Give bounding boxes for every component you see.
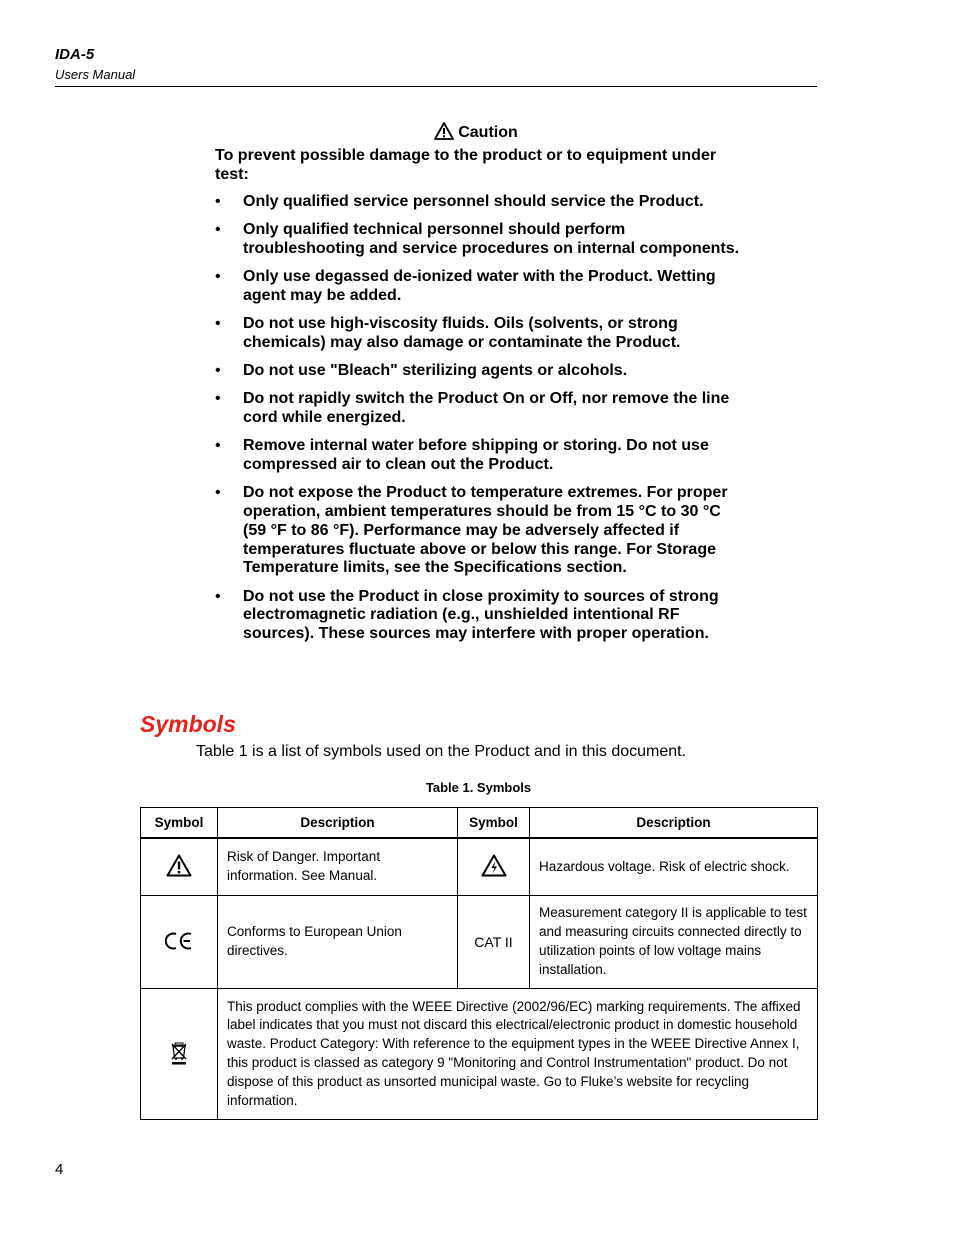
table-header-row xyxy=(141,808,818,839)
column-header: Symbol xyxy=(458,808,530,839)
description-cell: This product complies with the WEEE Directive (2002/96/EC) marking requirements. The affixed label indicates that you must not discard this electrical/electronic product in domestic household waste. Product Category: With reference to the equipment types in the WEEE Directive Annex I, this product is classed as category 9 "Monitoring and Control Instrumentation" product. Do not dispose of this product as unsorted municipal waste. Go to Fluke’s website for recycling information. xyxy=(218,989,818,1120)
column-header: Symbol xyxy=(141,808,218,839)
caution-item: • Only qualified service personnel should service the Product. xyxy=(215,193,740,212)
caution-intro: To prevent possible damage to the product or to equipment under test: xyxy=(215,147,717,183)
caution-item: • Do not rapidly switch the Product On or Off, nor remove the line cord while energized. xyxy=(215,390,740,428)
table-caption: Table 1. Symbols xyxy=(425,780,532,795)
column-header: Description xyxy=(218,808,458,839)
symbol-cell xyxy=(141,989,218,1120)
weee-bin-icon xyxy=(170,1041,188,1065)
description-cell: Conforms to European Union directives. xyxy=(218,896,458,989)
column-header: Description xyxy=(530,808,818,839)
page-number: 4 xyxy=(55,1161,64,1178)
symbol-cell xyxy=(141,896,218,989)
caution-item: • Remove internal water before shipping or storing. Do not use compressed air to clean out the Product. xyxy=(215,437,740,475)
table-row xyxy=(141,838,818,896)
description-cell: Hazardous voltage. Risk of electric shock. xyxy=(530,838,818,896)
warning-triangle-icon xyxy=(434,122,454,140)
description-cell: Measurement category II is applicable to test and measuring circuits connected directly to utilization points of low voltage mains installation. xyxy=(530,896,818,989)
symbols-heading: Symbols xyxy=(140,711,236,737)
symbol-cell xyxy=(141,838,218,896)
document-title: IDA-5 xyxy=(55,46,95,63)
symbols-table xyxy=(140,807,818,1120)
high-voltage-icon xyxy=(481,854,507,877)
page-header xyxy=(55,46,817,87)
symbols-intro: Table 1 is a list of symbols used on the Product and in this document. xyxy=(196,743,687,760)
caution-item: • Do not use the Product in close proximity to sources of strong electromagnetic radiation (e.g., unshielded intentional RF sources). These sources may interfere with proper operation. xyxy=(215,588,740,644)
caution-title: Caution xyxy=(458,124,518,141)
caution-list xyxy=(215,193,740,653)
cat-ii-symbol: CAT II xyxy=(458,896,530,989)
caution-item: • Do not use high-viscosity fluids. Oils (solvents, or strong chemicals) may also damage or contaminate the Product. xyxy=(215,315,740,353)
ce-mark-icon xyxy=(164,931,194,951)
caution-heading xyxy=(215,122,737,142)
table-row xyxy=(141,989,818,1120)
warning-triangle-icon xyxy=(166,854,192,877)
description-cell: Risk of Danger. Important information. See Manual. xyxy=(218,838,458,896)
caution-item: • Do not expose the Product to temperature extremes. For proper operation, ambient temperatures should be from 15 °C to 30 °C (59 °F to 86 °F). Performance may be adversely affected if temperatures fluctuate above or below this range. For Storage Temperature limits, see the Specifications section. xyxy=(215,484,740,578)
symbol-cell xyxy=(458,838,530,896)
document-subtitle: Users Manual xyxy=(55,67,136,82)
caution-item: • Only qualified technical personnel should perform troubleshooting and service procedures on internal components. xyxy=(215,221,740,259)
caution-item: • Do not use "Bleach" sterilizing agents or alcohols. xyxy=(215,362,740,381)
table-row xyxy=(141,896,818,989)
caution-item: • Only use degassed de-ionized water with the Product. Wetting agent may be added. xyxy=(215,268,740,306)
